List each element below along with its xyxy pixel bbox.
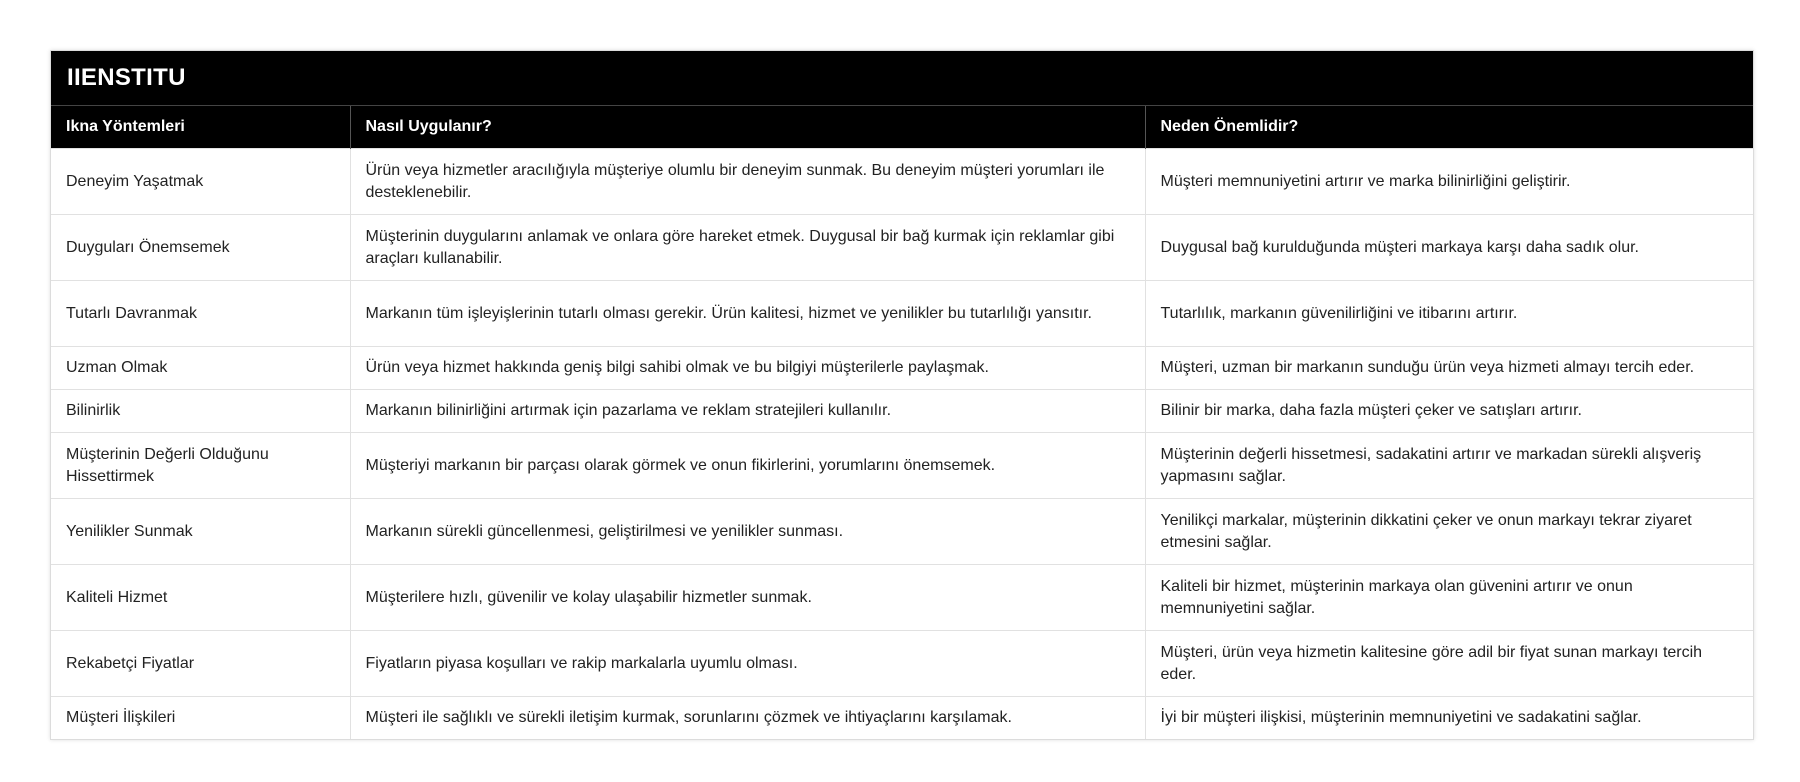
table-row bbox=[51, 631, 1753, 697]
cell-method: Bilinirlik bbox=[51, 390, 350, 433]
cell-how: Markanın sürekli güncellenmesi, geliştirilmesi ve yenilikler sunması. bbox=[350, 499, 1145, 565]
cell-method: Deneyim Yaşatmak bbox=[51, 149, 350, 215]
column-header-why: Neden Önemlidir? bbox=[1145, 106, 1753, 149]
cell-why: Tutarlılık, markanın güvenilirliğini ve itibarını artırır. bbox=[1145, 281, 1753, 347]
cell-why: Müşteri, uzman bir markanın sunduğu ürün veya hizmeti almayı tercih eder. bbox=[1145, 347, 1753, 390]
persuasion-methods-table-container bbox=[50, 50, 1754, 740]
cell-how: Ürün veya hizmet hakkında geniş bilgi sahibi olmak ve bu bilgiyi müşterilerle paylaşmak. bbox=[350, 347, 1145, 390]
table-row bbox=[51, 390, 1753, 433]
table-header-row bbox=[51, 106, 1753, 149]
cell-how: Markanın tüm işleyişlerinin tutarlı olması gerekir. Ürün kalitesi, hizmet ve yenilikler bu tutarlılığı yansıtır. bbox=[350, 281, 1145, 347]
table-row bbox=[51, 565, 1753, 631]
brand-title: IIENSTITU bbox=[51, 51, 1753, 106]
table-row bbox=[51, 215, 1753, 281]
table-row bbox=[51, 281, 1753, 347]
cell-why: Kaliteli bir hizmet, müşterinin markaya olan güvenini artırır ve onun memnuniyetini sağlar. bbox=[1145, 565, 1753, 631]
table-row bbox=[51, 499, 1753, 565]
cell-method: Yenilikler Sunmak bbox=[51, 499, 350, 565]
cell-how: Müşterilere hızlı, güvenilir ve kolay ulaşabilir hizmetler sunmak. bbox=[350, 565, 1145, 631]
cell-why: Bilinir bir marka, daha fazla müşteri çeker ve satışları artırır. bbox=[1145, 390, 1753, 433]
cell-how: Müşteriyi markanın bir parçası olarak görmek ve onun fikirlerini, yorumlarını önemsemek. bbox=[350, 433, 1145, 499]
cell-how: Müşteri ile sağlıklı ve sürekli iletişim kurmak, sorunlarını çözmek ve ihtiyaçlarını karşılamak. bbox=[350, 697, 1145, 740]
cell-why: Müşteri, ürün veya hizmetin kalitesine göre adil bir fiyat sunan markayı tercih eder. bbox=[1145, 631, 1753, 697]
column-header-how: Nasıl Uygulanır? bbox=[350, 106, 1145, 149]
cell-method: Kaliteli Hizmet bbox=[51, 565, 350, 631]
cell-method: Rekabetçi Fiyatlar bbox=[51, 631, 350, 697]
cell-how: Ürün veya hizmetler aracılığıyla müşteriye olumlu bir deneyim sunmak. Bu deneyim müşteri yorumları ile desteklenebilir. bbox=[350, 149, 1145, 215]
cell-why: Müşteri memnuniyetini artırır ve marka bilinirliğini geliştirir. bbox=[1145, 149, 1753, 215]
cell-how: Fiyatların piyasa koşulları ve rakip markalarla uyumlu olması. bbox=[350, 631, 1145, 697]
cell-how: Markanın bilinirliğini artırmak için pazarlama ve reklam stratejileri kullanılır. bbox=[350, 390, 1145, 433]
column-header-method: Ikna Yöntemleri bbox=[51, 106, 350, 149]
table-row bbox=[51, 697, 1753, 740]
table-row bbox=[51, 433, 1753, 499]
cell-method: Uzman Olmak bbox=[51, 347, 350, 390]
cell-method: Müşteri İlişkileri bbox=[51, 697, 350, 740]
cell-method: Duyguları Önemsemek bbox=[51, 215, 350, 281]
cell-method: Tutarlı Davranmak bbox=[51, 281, 350, 347]
persuasion-methods-table bbox=[51, 106, 1753, 739]
cell-how: Müşterinin duygularını anlamak ve onlara göre hareket etmek. Duygusal bir bağ kurmak için reklamlar gibi araçları kullanabilir. bbox=[350, 215, 1145, 281]
table-row bbox=[51, 347, 1753, 390]
cell-why: İyi bir müşteri ilişkisi, müşterinin memnuniyetini ve sadakatini sağlar. bbox=[1145, 697, 1753, 740]
table-row bbox=[51, 149, 1753, 215]
cell-method: Müşterinin Değerli Olduğunu Hissettirmek bbox=[51, 433, 350, 499]
cell-why: Duygusal bağ kurulduğunda müşteri markaya karşı daha sadık olur. bbox=[1145, 215, 1753, 281]
cell-why: Müşterinin değerli hissetmesi, sadakatini artırır ve markadan sürekli alışveriş yapmasını sağlar. bbox=[1145, 433, 1753, 499]
cell-why: Yenilikçi markalar, müşterinin dikkatini çeker ve onun markayı tekrar ziyaret etmesini sağlar. bbox=[1145, 499, 1753, 565]
